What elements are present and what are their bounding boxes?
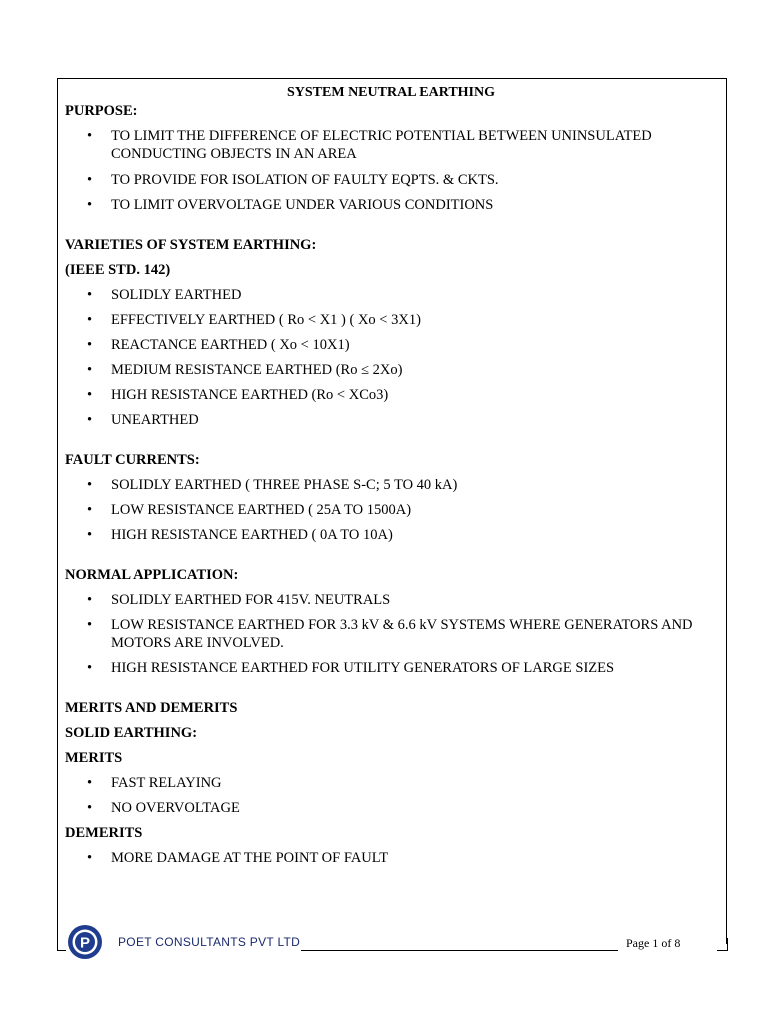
list-item [65, 196, 715, 214]
purpose-list [65, 127, 715, 214]
list-item [65, 659, 715, 677]
list-item [65, 616, 715, 652]
document-body [65, 84, 715, 867]
demerits-list [65, 849, 715, 867]
list-item-text: HIGH RESISTANCE EARTHED (Ro < XCo3) [111, 387, 389, 403]
company-name: POET CONSULTANTS PVT LTD [118, 935, 301, 949]
list-item-text: TO PROVIDE FOR ISOLATION OF FAULTY EQPTS. & CKTS. [111, 172, 499, 188]
solid-earthing-heading: SOLID EARTHING: [65, 725, 198, 741]
list-item-text: SOLIDLY EARTHED [111, 287, 242, 303]
list-item-text: TO LIMIT THE DIFFERENCE OF ELECTRIC POTENTIAL BETWEEN UNINSULATED CONDUCTING OBJECTS IN AN AREA [111, 128, 652, 162]
page-footer [57, 924, 727, 964]
merits-heading: MERITS [65, 750, 123, 766]
list-item [65, 799, 715, 817]
list-item [65, 127, 715, 163]
varieties-list [65, 286, 715, 429]
list-item-text: HIGH RESISTANCE EARTHED ( 0A TO 10A) [111, 527, 393, 543]
list-item-text: REACTANCE EARTHED ( Xo < 10X1) [111, 337, 350, 353]
bullet-icon: • [87, 592, 93, 608]
list-item-text: EFFECTIVELY EARTHED ( Ro < X1 ) ( Xo < 3X1) [111, 312, 421, 328]
list-item [65, 386, 715, 404]
list-item-text: UNEARTHED [111, 412, 199, 428]
list-item [65, 286, 715, 304]
footer-corner-right [717, 938, 728, 951]
list-item-text: MORE DAMAGE AT THE POINT OF FAULT [111, 850, 389, 866]
footer-corner-left [57, 938, 66, 951]
bullet-icon: • [87, 617, 93, 633]
bullet-icon: • [87, 197, 93, 213]
bullet-icon: • [87, 775, 93, 791]
list-item [65, 171, 715, 189]
list-item-text: NO OVERVOLTAGE [111, 800, 240, 816]
list-item-text: LOW RESISTANCE EARTHED FOR 3.3 kV & 6.6 kV SYSTEMS WHERE GENERATORS AND MOTORS ARE INVOLVED. [111, 617, 693, 651]
list-item-text: HIGH RESISTANCE EARTHED FOR UTILITY GENERATORS OF LARGE SIZES [111, 660, 615, 676]
bullet-icon: • [87, 287, 93, 303]
bullet-icon: • [87, 387, 93, 403]
bullet-icon: • [87, 362, 93, 378]
bullet-icon: • [87, 412, 93, 428]
bullet-icon: • [87, 800, 93, 816]
document-title: SYSTEM NEUTRAL EARTHING [287, 85, 495, 100]
list-item-text: TO LIMIT OVERVOLTAGE UNDER VARIOUS CONDITIONS [111, 197, 494, 213]
list-item [65, 591, 715, 609]
ieee-standard-label: (IEEE STD. 142) [65, 262, 171, 278]
page-number: Page 1 of 8 [626, 936, 681, 950]
list-item-text: SOLIDLY EARTHED ( THREE PHASE S-C; 5 TO 40 kA) [111, 477, 458, 493]
bullet-icon: • [87, 477, 93, 493]
fault-currents-heading: FAULT CURRENTS: [65, 452, 200, 468]
list-item-text: SOLIDLY EARTHED FOR 415V. NEUTRALS [111, 592, 391, 608]
list-item [65, 501, 715, 519]
list-item [65, 476, 715, 494]
merits-demerits-heading: MERITS AND DEMERITS [65, 700, 238, 716]
bullet-icon: • [87, 527, 93, 543]
footer-rule [301, 950, 618, 951]
bullet-icon: • [87, 312, 93, 328]
bullet-icon: • [87, 172, 93, 188]
bullet-icon: • [87, 128, 93, 144]
list-item [65, 361, 715, 379]
bullet-icon: • [87, 660, 93, 676]
list-item [65, 336, 715, 354]
list-item-text: FAST RELAYING [111, 775, 222, 791]
list-item [65, 774, 715, 792]
logo-letter: P [79, 934, 91, 952]
normal-application-list [65, 591, 715, 677]
varieties-heading: VARIETIES OF SYSTEM EARTHING: [65, 237, 317, 253]
merits-list [65, 774, 715, 817]
normal-application-heading: NORMAL APPLICATION: [65, 567, 239, 583]
demerits-heading: DEMERITS [65, 825, 143, 841]
fault-currents-list [65, 476, 715, 544]
list-item [65, 849, 715, 867]
bullet-icon: • [87, 502, 93, 518]
purpose-heading: PURPOSE: [65, 103, 138, 119]
list-item [65, 526, 715, 544]
list-item-text: LOW RESISTANCE EARTHED ( 25A TO 1500A) [111, 502, 412, 518]
company-logo-icon [67, 924, 103, 960]
bullet-icon: • [87, 850, 93, 866]
list-item-text: MEDIUM RESISTANCE EARTHED (Ro ≤ 2Xo) [111, 362, 403, 378]
bullet-icon: • [87, 337, 93, 353]
list-item [65, 311, 715, 329]
list-item [65, 411, 715, 429]
